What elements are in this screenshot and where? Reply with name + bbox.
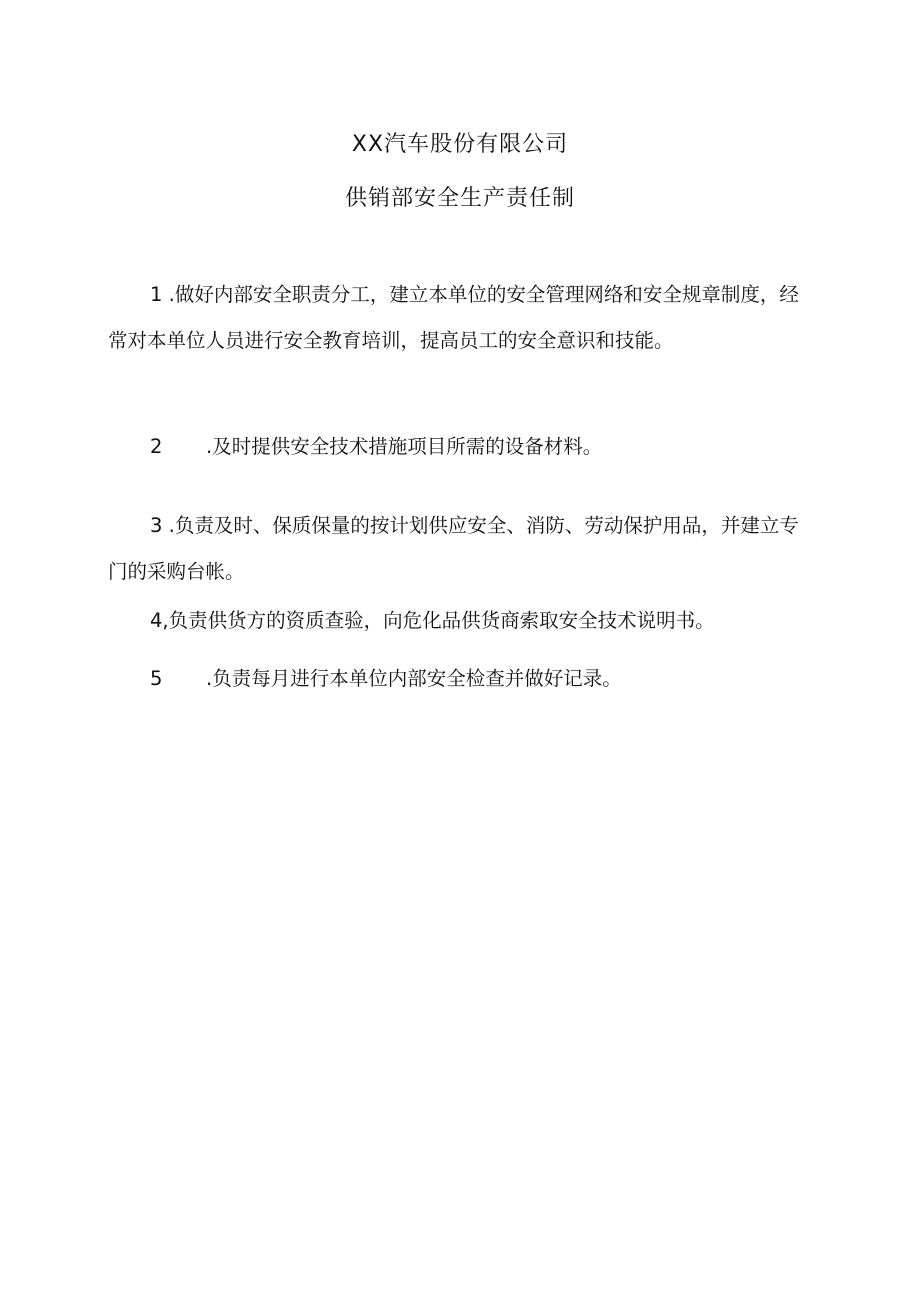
list-item xyxy=(108,598,808,644)
company-title: XX汽车股份有限公司 xyxy=(351,132,569,157)
item-text: .负责每月进行本单位内部安全检查并做好记录。 xyxy=(206,667,622,690)
item-number: 1 xyxy=(150,283,163,306)
item-text: 负责供货方的资质查验，向危化品供货商索取安全技术说明书。 xyxy=(168,609,715,632)
item-text: .及时提供安全技术措施项目所需的设备材料。 xyxy=(206,435,603,458)
item-number: 3 xyxy=(150,514,163,537)
item-number: 4, xyxy=(150,609,169,632)
document-title: 供销部安全生产责任制 xyxy=(344,186,575,211)
item-text: .负责及时、保质保量的按计划供应安全、消防、劳动保护用品，并建立专门的采购台帐。 xyxy=(108,514,799,583)
item-text: .做好内部安全职责分工，建立本单位的安全管理网络和安全规章制度，经常对本单位人员进行安全教育培训，提高员工的安全意识和技能。 xyxy=(108,283,799,352)
list-item xyxy=(108,656,808,702)
list-item xyxy=(108,503,808,595)
list-item xyxy=(108,424,808,470)
list-item xyxy=(108,272,808,364)
item-number: 5 xyxy=(150,667,163,690)
item-number: 2 xyxy=(150,435,163,458)
